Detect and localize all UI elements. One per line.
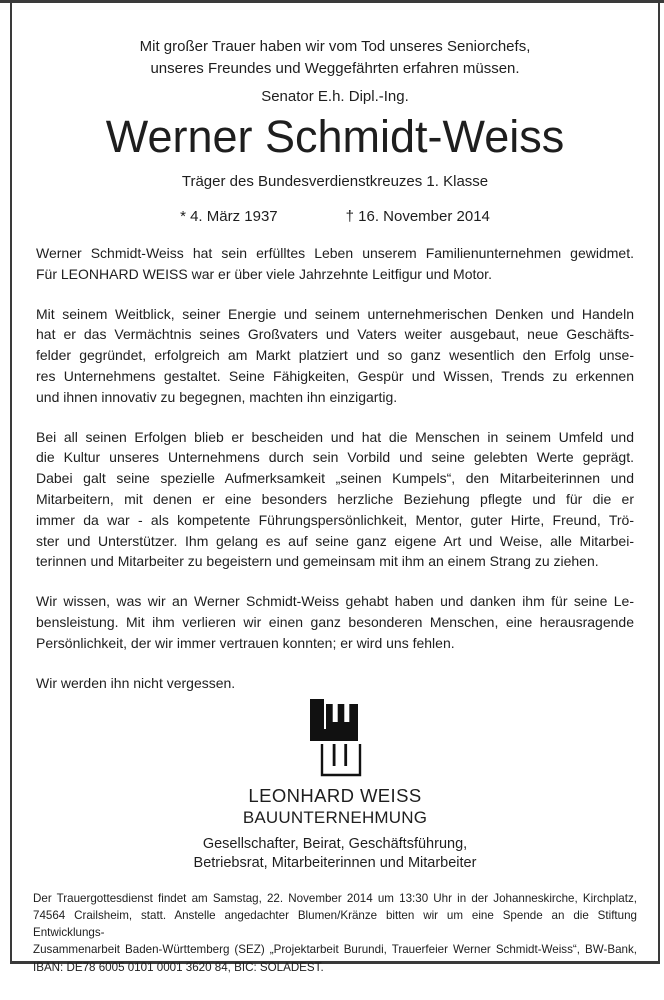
text-line: felder gegründet, erfolgreich am Markt platziert und so ganz wesentlich den Erfolg unse- xyxy=(36,347,634,364)
text-line: ster und Unterstützer. Ihm gelang es auf seine ganz eigene Art und Weise, alle Mitarbei- xyxy=(36,532,634,549)
text-line: bensleistung. Mit ihm verlieren wir einen ganz besonderen Menschen, eine herausragende xyxy=(36,613,634,630)
service-info-footer xyxy=(33,890,637,976)
text-line: Bei all seinen Erfolgen blieb er bescheiden und hat die Menschen in seinem Umfeld und xyxy=(36,428,634,445)
footer-line: 74564 Crailsheim, statt. Anstelle angedachter Blumen/Kränze bitten wir um eine Spende an die Stiftung Entwicklungs- xyxy=(33,908,637,940)
obituary-paragraph xyxy=(36,427,634,573)
footer-line: Zusammenarbeit Baden-Württemberg (SEZ) „Projektarbeit Burundi, Trauerfeier Werner Schmidt-Weiss“, BW-Bank, xyxy=(33,943,637,957)
intro-text xyxy=(36,36,634,80)
text-line: und ihnen innovativ zu begegnen, machten ihn einzigartig. xyxy=(36,388,398,405)
signatories xyxy=(36,835,634,872)
company-subtitle: BAUUNTERNEHMUNG xyxy=(242,808,428,828)
title-prefix: Senator E.h. Dipl.-Ing. xyxy=(261,88,409,105)
company-name: LEONHARD WEISS xyxy=(248,785,422,807)
company-block xyxy=(12,785,658,828)
obituary-paragraph xyxy=(36,304,634,408)
text-line: Wir wissen, was wir an Werner Schmidt-Weiss gehabt haben und danken ihm für seine Le- xyxy=(36,593,634,610)
death-date: † 16. November 2014 xyxy=(345,208,490,225)
signatory-line: Gesellschafter, Beirat, Geschäftsführung, xyxy=(202,836,468,853)
text-line: Persönlichkeit, der wir immer vertrauen konnten; er wird uns fehlen. xyxy=(36,634,455,651)
signatory-line: Betriebsrat, Mitarbeiterinnen und Mitarbeiter xyxy=(193,854,477,871)
text-line: hat er das Vermächtnis seines Großvaters und Vaters weiter ausgebaut, neue Geschäfts- xyxy=(36,326,634,343)
farewell-line: Wir werden ihn nicht vergessen. xyxy=(36,674,236,691)
obituary-notice-frame xyxy=(10,3,660,974)
text-line: Für LEONHARD WEISS war er über viele Jahrzehnte Leitfigur und Motor. xyxy=(36,265,492,282)
obituary-paragraph xyxy=(36,591,634,653)
text-line: Dabei galt seine spezielle Aufmerksamkeit „seinen Kumpels“, den Mitarbeiterinnen und xyxy=(36,470,634,487)
obituary-body xyxy=(36,243,634,654)
intro-line: Mit großer Trauer haben wir vom Tod unseres Seniorchefs, xyxy=(139,38,531,55)
text-line: immer da war - als kompetente Führungspersönlichkeit, Mentor, guter Hirte, Freund, Trö- xyxy=(36,511,634,528)
intro-line: unseres Freundes und Weggefährten erfahren müssen. xyxy=(150,60,520,77)
text-line: Mitarbeitern, mit denen er eine besonders herzliche Beziehung pflegte und für die er xyxy=(36,490,634,507)
birth-date: * 4. März 1937 xyxy=(180,208,278,225)
footer-line: Der Trauergottesdienst findet am Samstag, 22. November 2014 um 13:30 Uhr in der Johanneskirche, Kirchplatz, xyxy=(33,891,637,905)
text-line: die Kultur unseres Unternehmens durch sein Vorbild und seine gelebten Werte geprägt. xyxy=(36,449,634,466)
life-dates xyxy=(36,209,634,225)
logo-container xyxy=(12,699,658,777)
text-line: Mit seinem Weitblick, seiner Energie und seinem unternehmerischen Denken und Handeln xyxy=(36,305,634,322)
honor-line: Träger des Bundesverdienstkreuzes 1. Klasse xyxy=(181,173,489,190)
deceased-name: Werner Schmidt-Weiss xyxy=(105,111,565,162)
obituary-paragraph xyxy=(36,243,634,285)
text-line: res Unternehmens gestaltet. Seine Fähigkeiten, Gespür und Wissen, Trends zu erkennen xyxy=(36,367,634,384)
leonhard-weiss-logo xyxy=(310,699,361,777)
footer-line: IBAN: DE78 6005 0101 0001 3620 84, BIC: SOLADEST. xyxy=(33,960,324,974)
text-line: terinnen und Mitarbeiter zu begeistern und gemeinsam mit ihm an einem Strang zu ziehen. xyxy=(36,553,599,570)
text-line: Werner Schmidt-Weiss hat sein erfülltes Leben unserem Familienunternehmen gewidmet. xyxy=(36,245,634,261)
